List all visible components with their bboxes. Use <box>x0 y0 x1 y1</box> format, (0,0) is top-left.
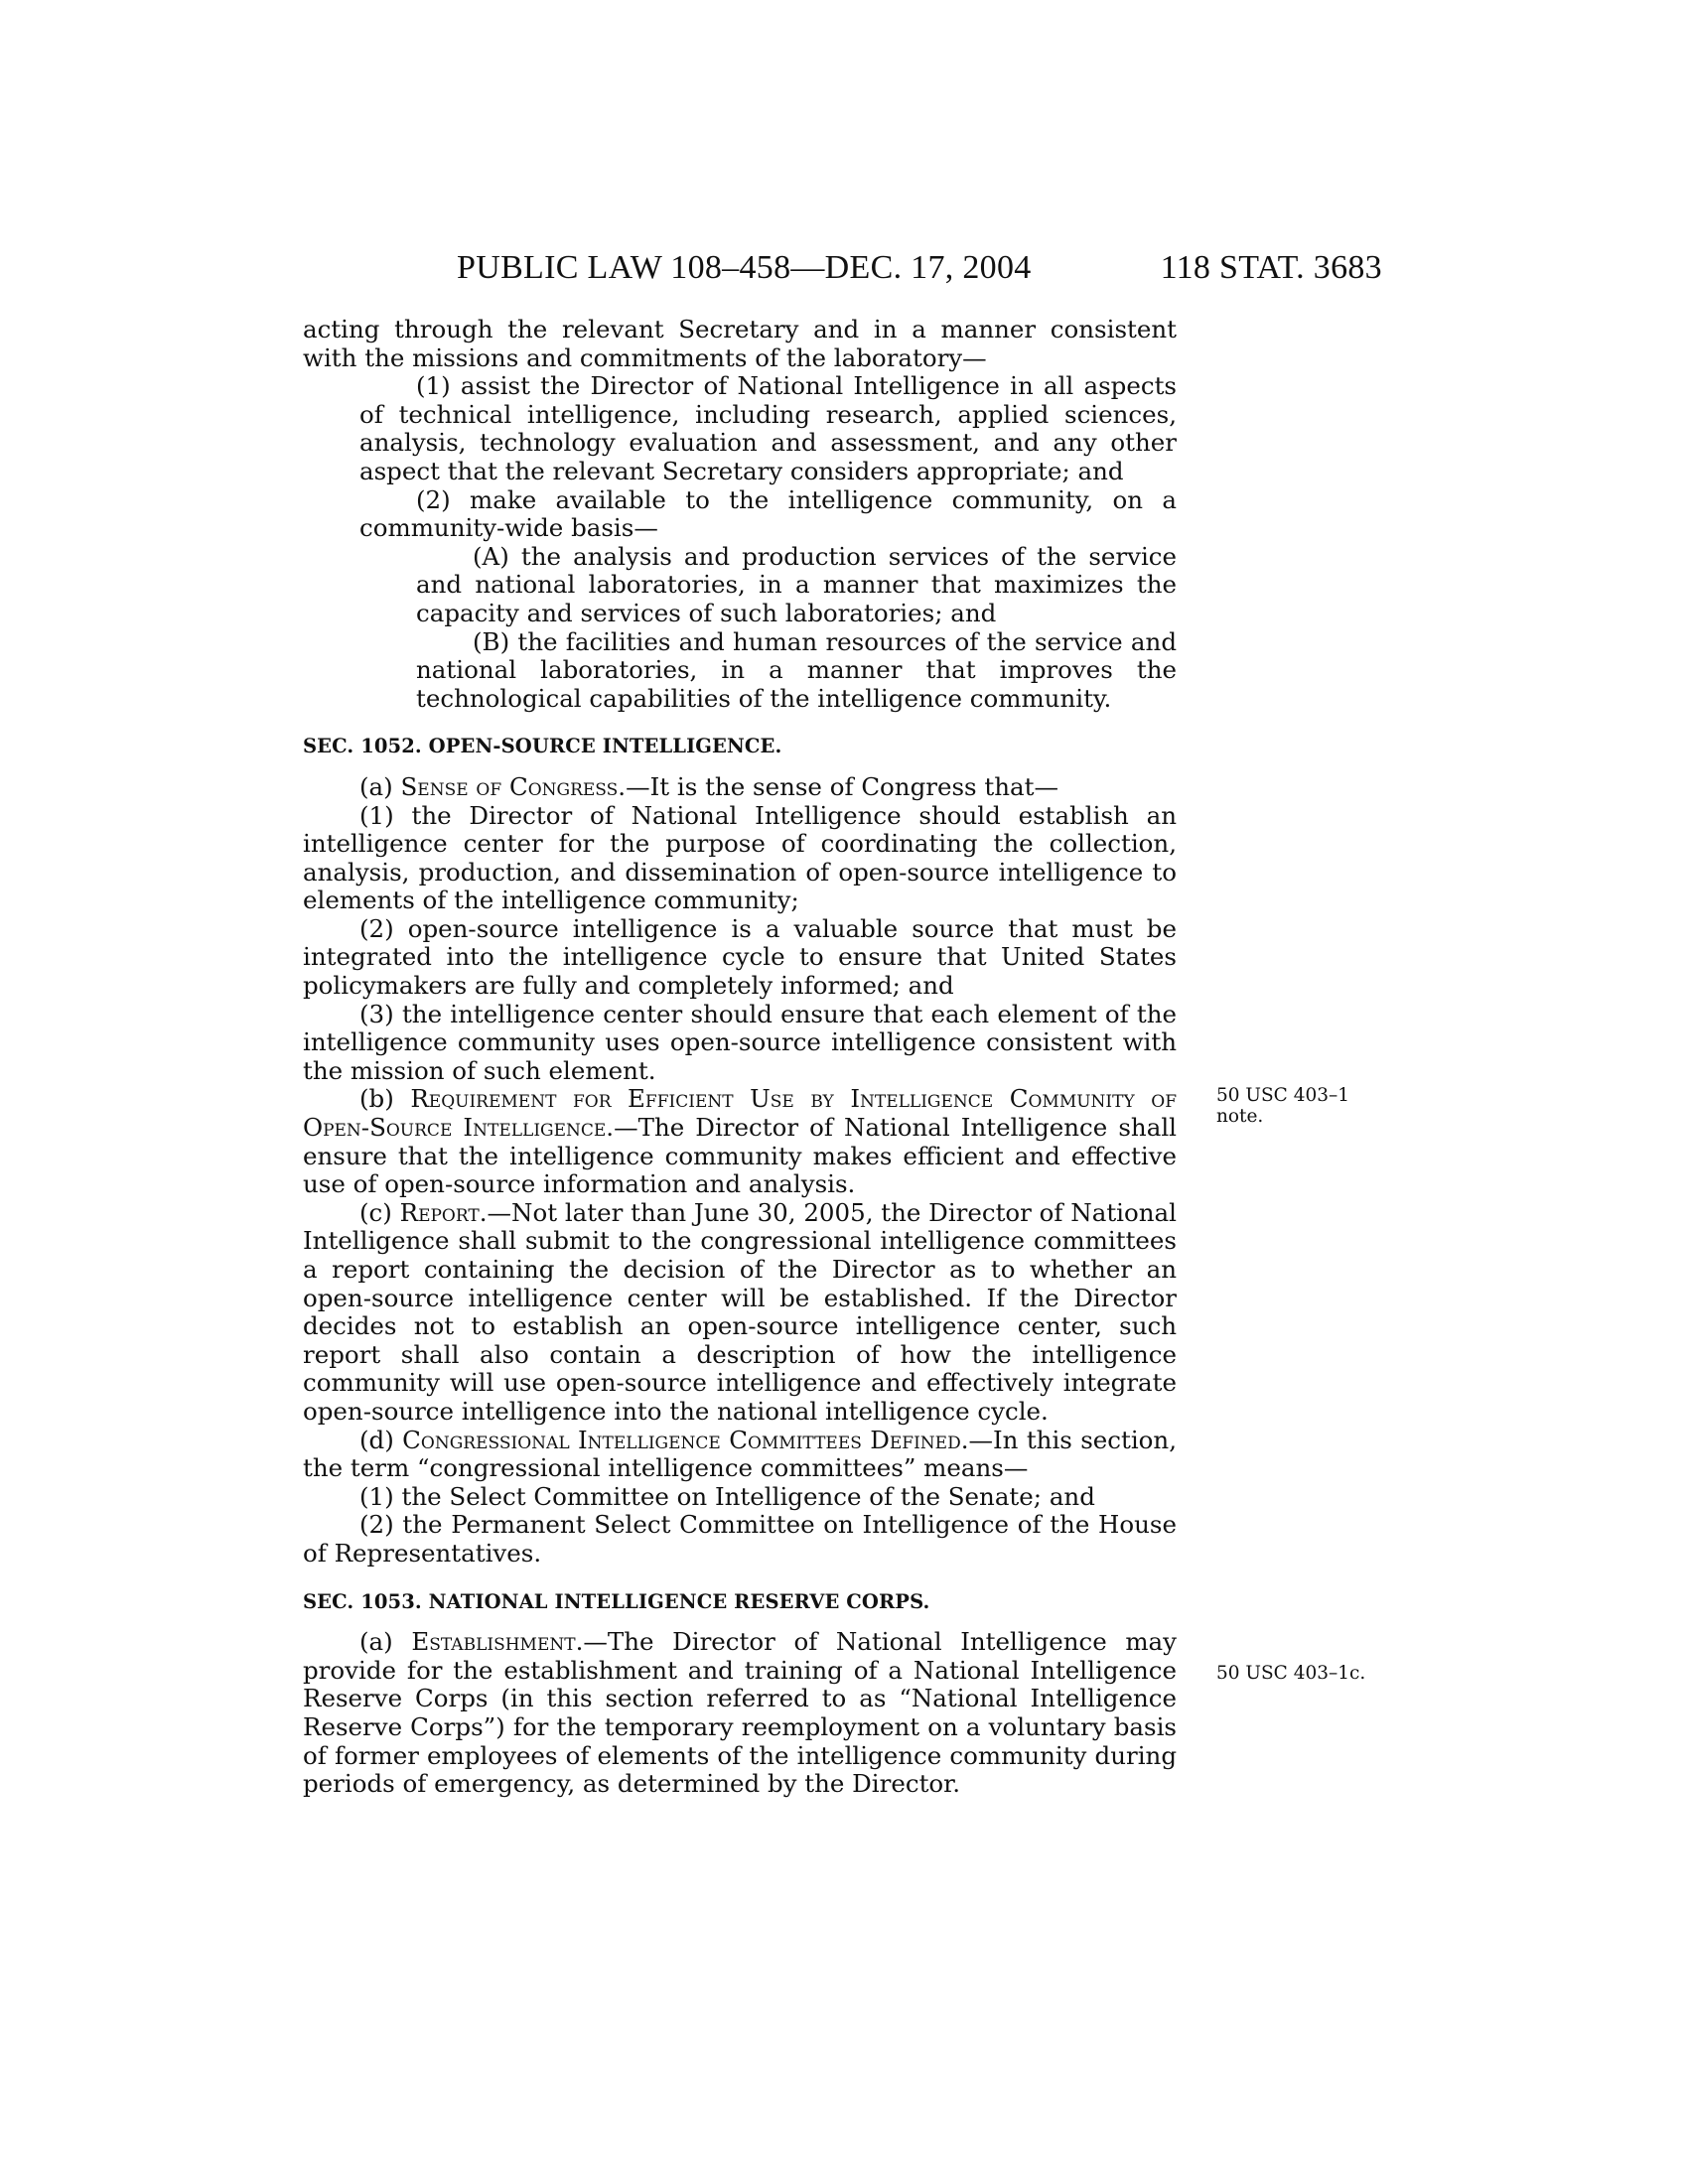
section-1053-heading: SEC. 1053. NATIONAL INTELLIGENCE RESERVE CORPS. <box>303 1589 930 1613</box>
section-1052-a-2: (2) open-source intelligence is a valuable source that must be integrated into the intelligence cycle to ensure that United States policymakers are fully and completely informed; and <box>303 913 1177 1001</box>
margin-note-line: 50 USC 403–1 <box>1216 1085 1350 1106</box>
paragraph-2: (2) make available to the intelligence community, on a community-wide basis— <box>359 484 1177 543</box>
subsection-text: —The Director of National Intelligence may provide for the establishment and training of a National Intelligence Reserve Corps (in this section referred to as “National Intelligence Reserve Corps”) for the temporary reemployment on a voluntary basis of former employees of elements of the intelligence community during periods of emergency, as determined by the Director. <box>303 1627 1178 1799</box>
document-body <box>303 316 1177 1799</box>
running-header <box>298 248 1382 288</box>
section-1052-d-1: (1) the Select Committee on Intelligence of the Senate; and <box>359 1481 1095 1511</box>
subsection-label: (c) <box>359 1197 400 1227</box>
margin-note-line: note. <box>1216 1106 1264 1127</box>
paragraph-2-B: (B) the facilities and human resources of the service and national laboratories, in a manner that improves the technological capabilities of the intelligence community. <box>416 626 1177 713</box>
header-stat-page: 118 STAT. 3683 <box>1160 249 1382 286</box>
margin-note-usc-403-1c: 50 USC 403–1c. <box>1216 1663 1366 1684</box>
section-1052-heading: SEC. 1052. OPEN-SOURCE INTELLIGENCE. <box>303 735 782 758</box>
paragraph-2-A: (A) the analysis and production services of the service and national laboratories, in a manner that maximizes the capacity and services of such laboratories; and <box>416 541 1177 627</box>
section-1052-c <box>303 1199 1177 1427</box>
subsection-text: —In this section, the term “congressional intelligence committees” means— <box>303 1425 1177 1483</box>
section-1052-d <box>303 1427 1177 1483</box>
section-1053-a <box>303 1628 1177 1799</box>
subsection-heading: Congressional Intelligence Committees Defined. <box>402 1425 969 1454</box>
subsection-label: (a) <box>359 1627 412 1657</box>
section-1052-a <box>303 773 1177 802</box>
subsection-label: (b) <box>359 1084 411 1114</box>
header-title: PUBLIC LAW 108–458—DEC. 17, 2004 <box>457 249 1032 286</box>
section-1052-b <box>303 1085 1177 1198</box>
section-1052-a-3: (3) the intelligence center should ensure that each element of the intelligence community uses open-source intelligence consistent with the mission of such element. <box>303 999 1177 1085</box>
subsection-label: (a) <box>359 771 401 801</box>
subsection-text: —It is the sense of Congress that— <box>626 771 1058 801</box>
subsection-heading: Requirement for Efficient Use by Intelligence Community of Open-Source Intelligence. <box>303 1084 1177 1143</box>
section-1052-d-2: (2) the Permanent Select Committee on Intelligence of the House of Representatives. <box>303 1510 1177 1568</box>
subsection-heading: Establishment. <box>411 1627 584 1657</box>
paragraph-1: (1) assist the Director of National Intelligence in all aspects of technical intelligence, including research, applied sciences, analysis, technology evaluation and assessment, and any other aspect that the relevant Secretary considers appropriate; and <box>359 371 1177 485</box>
subsection-text: —Not later than June 30, 2005, the Director of National Intelligence shall submit to the congressional intelligence committees a report containing the decision of the Director as to whether an open-source intelligence center will be established. If the Director decides not to establish an open-source intelligence center, such report shall also contain a description of how the intelligence community will use open-source intelligence and effectively integrate open-source intelligence into the national intelligence cycle. <box>303 1197 1177 1426</box>
subsection-heading: Sense of Congress. <box>400 771 627 801</box>
margin-note-usc-403-1 <box>1216 1085 1375 1127</box>
subsection-heading: Report. <box>399 1197 488 1227</box>
paragraph-intro: acting through the relevant Secretary and in a manner consistent with the missions and commitments of the laboratory— <box>303 315 1177 372</box>
section-1052-a-1: (1) the Director of National Intelligence should establish an intelligence center for the purpose of coordinating the collection, analysis, production, and dissemination of open-source intelligence to elements of the intelligence community; <box>303 800 1177 915</box>
subsection-text: —The Director of National Intelligence shall ensure that the intelligence community makes efficient and effective use of open-source information and analysis. <box>303 1113 1177 1199</box>
subsection-label: (d) <box>359 1425 403 1454</box>
